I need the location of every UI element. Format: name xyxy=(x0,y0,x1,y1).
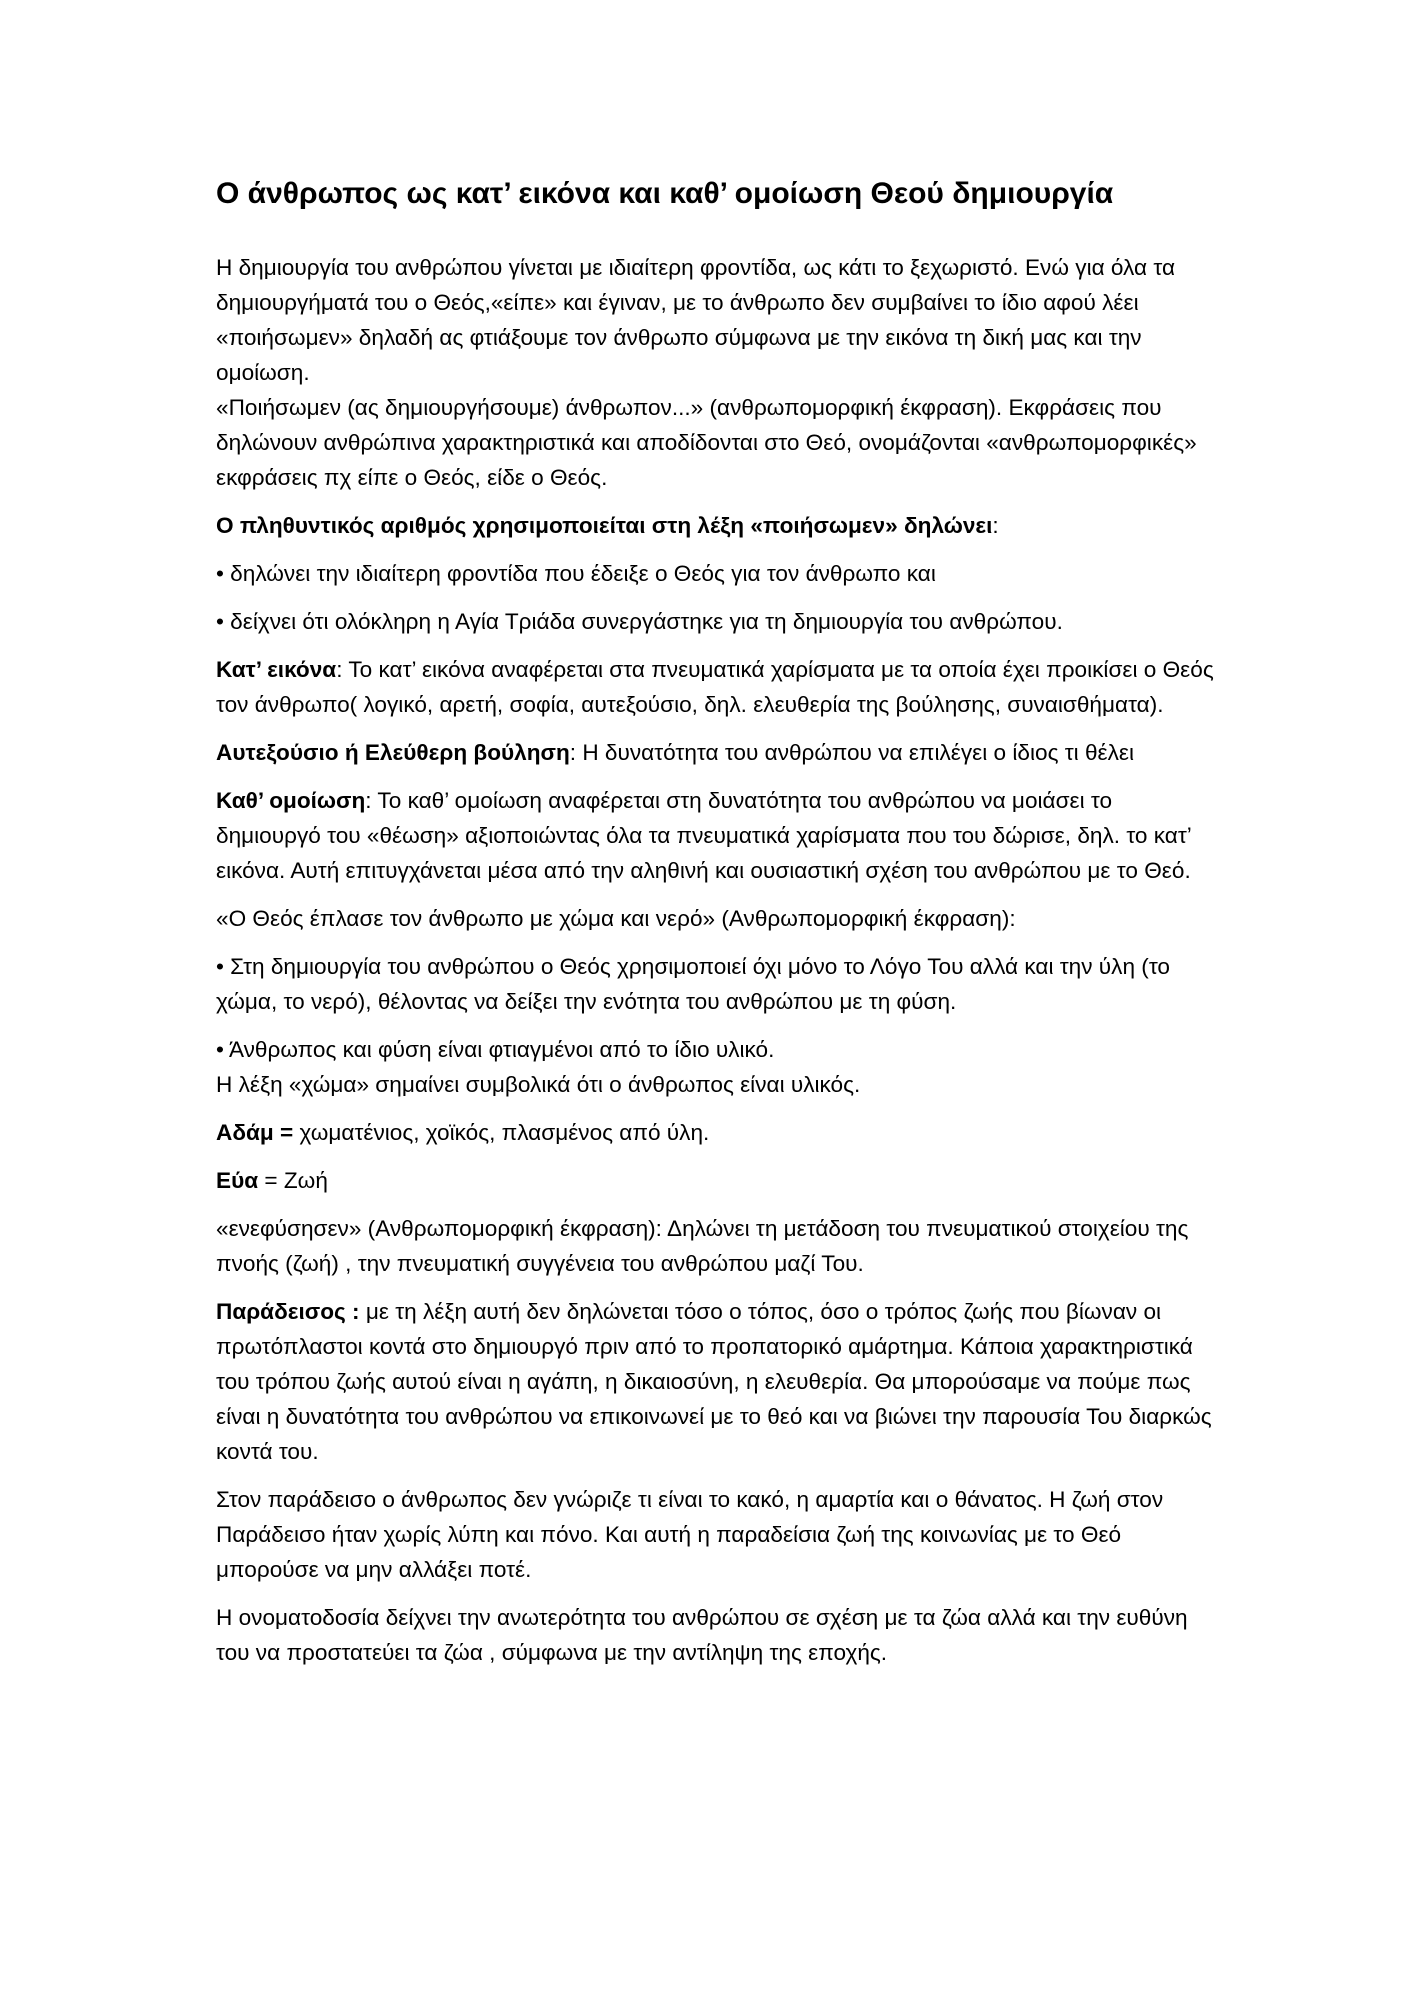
kat-eikona-term: Κατ’ εικόνα xyxy=(216,657,337,682)
kath-omoiosi-term: Καθ’ ομοίωση xyxy=(216,788,366,813)
adam-term: Αδάμ = xyxy=(216,1120,294,1145)
paradeisos-term: Παράδεισος : xyxy=(216,1299,360,1324)
adam-text: χωματένιος, χοϊκός, πλασμένος από ύλη. xyxy=(293,1120,710,1145)
paradeisos-paragraph xyxy=(216,1294,1216,1469)
paradeisos-life-paragraph: Στον παράδεισο ο άνθρωπος δεν γνώριζε τι είναι το κακό, η αμαρτία και ο θάνατος. Η ζωή στον Παράδεισο ήταν χωρίς λύπη και πόνο. Και αυτή η παραδείσια ζωή της κοινωνίας με το Θεό μπορούσε να μην αλλάξει ποτέ. xyxy=(216,1487,1164,1582)
autexousio-text: : Η δυνατότητα του ανθρώπου να επιλέγει ο ίδιος τι θέλει xyxy=(569,740,1134,765)
xoma-bullet-2-paragraph xyxy=(216,1032,1216,1102)
plural-bullet-2: • δείχνει ότι ολόκληρη η Αγία Τριάδα συνεργάστηκε για τη δημιουργία του ανθρώπου. xyxy=(216,609,1063,634)
eva-paragraph xyxy=(216,1163,1216,1198)
document-page xyxy=(216,174,1216,1683)
eva-text: = Ζωή xyxy=(258,1168,328,1193)
plural-colon: : xyxy=(992,513,999,538)
eva-term: Εύα xyxy=(216,1168,259,1193)
xoma-heading: «Ο Θεός έπλασε τον άνθρωπο με χώμα και νερό» (Ανθρωπομορφική έκφραση): xyxy=(216,906,1016,931)
plural-bullet-1: • δηλώνει την ιδιαίτερη φροντίδα που έδειξε ο Θεός για τον άνθρωπο και xyxy=(216,561,936,586)
autexousio-term: Αυτεξούσιο ή Ελεύθερη βούληση xyxy=(216,740,570,765)
kath-omoiosi-paragraph xyxy=(216,783,1216,888)
kath-omoiosi-text: : Το καθ’ ομοίωση αναφέρεται στη δυνατότητα του ανθρώπου να μοιάσει το δημιουργό του «θέωση» αξιοποιώντας όλα τα πνευματικά χαρίσματα που του δώρισε, δηλ. το κατ’ εικόνα. Αυτή επιτυγχάνεται μέσα από την αληθινή και ουσιαστική σχέση του ανθρώπου με το Θεό. xyxy=(216,788,1191,883)
kat-eikona-text: : Το κατ’ εικόνα αναφέρεται στα πνευματικά χαρίσματα με τα οποία έχει προικίσει ο Θεός τον άνθρωπο( λογικό, αρετή, σοφία, αυτεξούσιο, δηλ. ελευθερία της βούλησης, συναισθήματα). xyxy=(216,657,1214,717)
autexousio-paragraph xyxy=(216,735,1216,770)
document-title: Ο άνθρωπος ως κατ’ εικόνα και καθ’ ομοίωση Θεού δημιουργία xyxy=(216,177,1114,210)
plural-term: Ο πληθυντικός αριθμός χρησιμοποιείται στη λέξη «ποιήσωμεν» δηλώνει xyxy=(216,513,993,538)
xoma-symbolic-line: Η λέξη «χώμα» σημαίνει συμβολικά ότι ο άνθρωπος είναι υλικός. xyxy=(216,1072,861,1097)
onomatodosia-paragraph: Η ονοματοδοσία δείχνει την ανωτερότητα του ανθρώπου σε σχέση με τα ζώα αλλά και την ευθύνη του να προστατεύει τα ζώα , σύμφωνα με την αντίληψη της εποχής. xyxy=(216,1605,1188,1665)
intro-anthropomorphic-text: «Ποιήσωμεν (ας δημιουργήσουμε) άνθρωπον...» (ανθρωπομορφική έκφραση). Εκφράσεις που δηλώνουν ανθρώπινα χαρακτηριστικά και αποδίδονται στο Θεό, ονομάζονται «ανθρωπομορφικές» εκφράσεις πχ είπε ο Θεός, είδε ο Θεός. xyxy=(216,395,1197,490)
adam-paragraph xyxy=(216,1115,1216,1150)
intro-text: Η δημιουργία του ανθρώπου γίνεται με ιδιαίτερη φροντίδα, ως κάτι το ξεχωριστό. Ενώ για όλα τα δημιουργήματά του ο Θεός,«είπε» και έγιναν, με το άνθρωπο δεν συμβαίνει το ίδιο αφού λέει «ποιήσωμεν» δηλαδή ας φτιάξουμε τον άνθρωπο σύμφωνα με την εικόνα τη δική μας και την ομοίωση. xyxy=(216,255,1176,385)
paradeisos-text: με τη λέξη αυτή δεν δηλώνεται τόσο ο τόπος, όσο ο τρόπος ζωής που βίωναν οι πρωτόπλαστοι κοντά στο δημιουργό πριν από το προπατορικό αμάρτημα. Κάποια χαρακτηριστικά του τρόπου ζωής αυτού είναι η αγάπη, η δικαιοσύνη, η ελευθερία. Θα μπορούσαμε να πούμε πως είναι η δυνατότητα του ανθρώπου να επικοινωνεί με το θεό και να βιώνει την παρουσία Του διαρκώς κοντά του. xyxy=(216,1299,1212,1464)
kat-eikona-paragraph xyxy=(216,652,1216,722)
plural-heading xyxy=(216,508,1216,543)
intro-paragraph xyxy=(216,250,1216,495)
xoma-bullet-2: • Άνθρωπος και φύση είναι φτιαγμένοι από το ίδιο υλικό. xyxy=(216,1037,775,1062)
enefysisen-paragraph: «ενεφύσησεν» (Ανθρωπομορφική έκφραση): Δηλώνει τη μετάδοση του πνευματικού στοιχείου της πνοής (ζωή) , την πνευματική συγγένεια του ανθρώπου μαζί Του. xyxy=(216,1216,1189,1276)
xoma-bullet-1: • Στη δημιουργία του ανθρώπου ο Θεός χρησιμοποιεί όχι μόνο το Λόγο Του αλλά και την ύλη (το χώμα, το νερό), θέλοντας να δείξει την ενότητα του ανθρώπου με τη φύση. xyxy=(216,954,1170,1014)
